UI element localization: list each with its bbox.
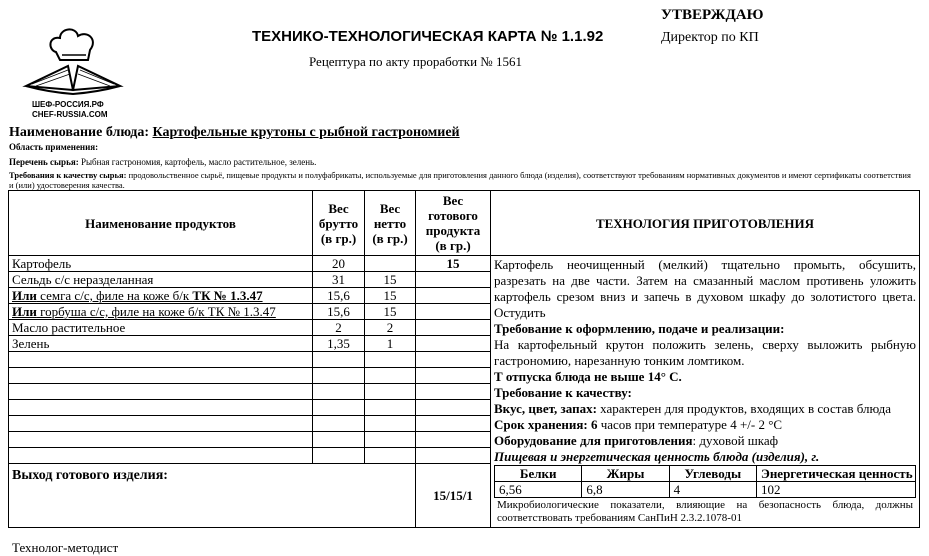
gross-weight: 15,6 <box>313 288 365 304</box>
dish-name: Картофельные крутоны с рыбной гастрономией <box>152 125 460 140</box>
net-weight <box>365 256 416 272</box>
gross-weight: 1,35 <box>313 336 365 352</box>
ready-weight <box>416 336 491 352</box>
serving-text: На картофельный крутон положить зелень, сверху выложить рыбную гастрономию, нарезанную тонким ломтиком. <box>494 337 916 368</box>
energy-header-carbs: Углеводы <box>669 466 756 482</box>
director-title: Директор по КП <box>661 30 759 45</box>
ready-weight <box>416 320 491 336</box>
ready-weight: 15 <box>416 256 491 272</box>
document-title: ТЕХНИКО-ТЕХНОЛОГИЧЕСКАЯ КАРТА № 1.1.92 <box>252 28 604 45</box>
header-ready: Вес готового продукта (в гр.) <box>416 191 491 256</box>
tk-ref: ТК № 1.3.47 <box>192 288 263 303</box>
quality-label: Требования к качеству сырья: <box>9 170 127 180</box>
product-name: Сельдь с/с неразделанная <box>9 272 313 288</box>
energy-value-protein: 6,56 <box>495 482 582 498</box>
chef-book-logo-icon <box>18 22 128 102</box>
dish-name-line <box>9 125 460 141</box>
net-weight: 2 <box>365 320 416 336</box>
equipment-text: : духовой шкаф <box>692 433 779 448</box>
net-weight: 15 <box>365 304 416 320</box>
output-value: 15/15/1 <box>416 464 491 528</box>
quality-text: продовольственное сырьё, пищевые продукты и полуфабрикаты, используемые для приготовления данного блюда (изделия), соответствуют требованиям нормативных документов и имеют сертификаты соответствия и (или) удостоверения качества. <box>9 170 911 190</box>
gross-weight: 31 <box>313 272 365 288</box>
energy-value-row <box>495 482 916 498</box>
product-name-cell <box>9 288 313 304</box>
header-gross: Вес брутто (в гр.) <box>313 191 365 256</box>
ready-weight <box>416 272 491 288</box>
equipment-label: Оборудование для приготовления <box>494 433 693 448</box>
serving-label: Требование к оформлению, подаче и реализации: <box>494 321 785 336</box>
ready-weight <box>416 304 491 320</box>
energy-value-carbs: 4 <box>669 482 756 498</box>
product-name: семга с/с, филе на коже б/к <box>36 288 193 303</box>
chef-russia-logo <box>18 22 128 122</box>
gross-weight: 20 <box>313 256 365 272</box>
recipe-reference: Рецептура по акту проработки № 1561 <box>309 54 522 69</box>
recipe-table <box>8 190 920 528</box>
energy-header-kcal: Энергетическая ценность <box>757 466 916 482</box>
product-name: горбуша с/с, филе на коже б/к <box>36 304 208 319</box>
net-weight: 15 <box>365 288 416 304</box>
output-label: Выход готового изделия: <box>9 464 416 528</box>
or-prefix: Или <box>12 304 37 319</box>
storage-text: часов при температуре 4 +/- 2 °С <box>597 417 783 432</box>
logo-site-en: CHEF-RUSSIA.COM <box>32 110 108 119</box>
net-weight: 1 <box>365 336 416 352</box>
process-text: Картофель неочищенный (мелкий) тщательно промыть, обсушить, разрезать на две части. Затем на смазанный маслом противень уложить картофель срезом вниз и запечь в духовом шкафу до золотистого цвета. Остудить <box>494 257 916 320</box>
equipment-line <box>494 433 916 449</box>
raw-label: Перечень сырья: <box>9 157 79 167</box>
raw-materials <box>9 157 316 167</box>
raw-text: Рыбная гастрономия, картофель, масло растительное, зелень. <box>80 157 317 167</box>
technology-cell <box>491 256 920 528</box>
storage-label: Срок хранения: 6 <box>494 417 598 432</box>
energy-header-fat: Жиры <box>582 466 669 482</box>
ready-weight <box>416 288 491 304</box>
gross-weight: 2 <box>313 320 365 336</box>
tk-ref: ТК № 1.3.47 <box>207 304 276 319</box>
energy-header-row <box>495 466 916 482</box>
taste-text: характерен для продуктов, входящих в состав блюда <box>596 401 891 416</box>
product-name: Зелень <box>9 336 313 352</box>
storage-line <box>494 417 916 433</box>
energy-table <box>494 465 916 498</box>
raw-quality-requirements <box>9 170 914 190</box>
table-header-row <box>9 191 920 256</box>
dish-label: Наименование блюда: <box>9 125 149 140</box>
header-net: Вес нетто (в гр.) <box>365 191 416 256</box>
taste-label: Вкус, цвет, запах: <box>494 401 597 416</box>
net-weight: 15 <box>365 272 416 288</box>
gross-weight: 15,6 <box>313 304 365 320</box>
scope-label: Область применения: <box>9 142 99 152</box>
energy-header-protein: Белки <box>495 466 582 482</box>
product-name: Масло растительное <box>9 320 313 336</box>
microbiology-note: Микробиологические показатели, влияющие на безопасность блюда, должны соответствовать требованиям СанПиН 2.3.2.1078-01 <box>497 499 913 524</box>
header-product-name: Наименование продуктов <box>9 191 313 256</box>
table-row <box>9 256 920 272</box>
energy-value-fat: 6,8 <box>582 482 669 498</box>
header-technology: ТЕХНОЛОГИЯ ПРИГОТОВЛЕНИЯ <box>491 191 920 256</box>
product-name: Картофель <box>9 256 313 272</box>
product-name-cell <box>9 304 313 320</box>
technologist-signature: Технолог-методист <box>12 540 119 555</box>
energy-value-kcal: 102 <box>757 482 916 498</box>
logo-site-ru: ШЕФ-РОССИЯ.РФ <box>32 100 104 109</box>
taste-line <box>494 401 916 417</box>
approve-label: УТВЕРЖДАЮ <box>661 7 764 23</box>
temperature-text: Т отпуска блюда не выше 14° С. <box>494 369 682 384</box>
energy-title: Пищевая и энергетическая ценность блюда (изделия), г. <box>494 449 820 464</box>
or-prefix: Или <box>12 288 37 303</box>
quality-req-label: Требование к качеству: <box>494 385 632 400</box>
